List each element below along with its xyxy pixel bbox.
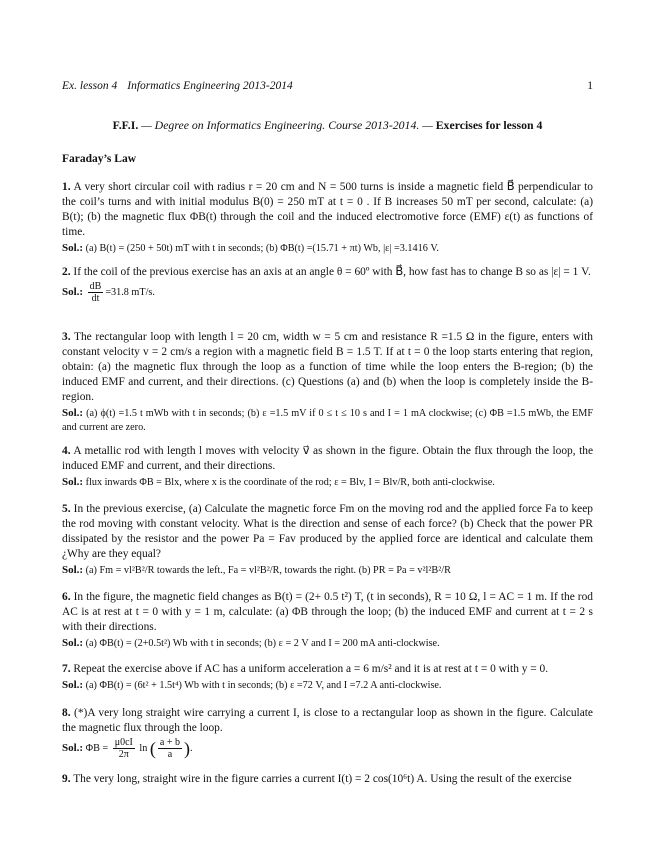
exercise-4	[62, 444, 593, 490]
page-number: 1	[587, 80, 593, 92]
exercise-text: If the coil of the previous exercise has an axis at an angle θ = 60º with B⃗, how fast has to change B so as |ε| = 1 V.	[73, 266, 591, 278]
solution-label: Sol.:	[62, 242, 84, 254]
exercise-7	[62, 662, 593, 693]
solution	[62, 406, 593, 435]
fraction-denominator: 2π	[118, 749, 129, 760]
exercise-text: (*)A very long straight wire carrying a current I, is close to a rectangular loop as shown in the figure. Calculate the magnetic flux through the loop.	[62, 707, 593, 734]
solution-label: Sol.:	[62, 476, 84, 488]
fraction-denominator: dt	[91, 293, 100, 304]
exercise-1	[62, 180, 593, 256]
exercise-text: Repeat the exercise above if AC has a uniform acceleration a = 6 m/s² and it is at rest at t = 0 with y = 0.	[73, 663, 549, 675]
exercise-number: 1.	[62, 181, 71, 193]
solution	[62, 475, 593, 490]
solution	[62, 281, 593, 304]
exercise-text: In the figure, the magnetic field changes as B(t) = (2+ 0.5 t²) T, (t in seconds), R = 10 Ω, l = AC = 1 m. If the rod AC is at rest at t = 0 with y = 1 m, calculate: (a) ΦB through the loop; (b) the induced EMF and current at t = 2 s with their directions.	[62, 591, 593, 633]
solution-label: Sol.:	[62, 407, 84, 419]
exercise-text: A very short circular coil with radius r = 20 cm and N = 500 turns is inside a magnetic field B⃗ perpendicular to the coil’s turns and with initial modulus B(0) = 250 mT at t = 0 . If B increases 50 mT per second, calculate: (a) B(t); (b) the magnetic flux ΦB(t) through the coil and the induced electromotive force (EMF) ε(t) as functions of time.	[62, 181, 593, 238]
exercise-number: 5.	[62, 503, 71, 515]
paren-open: (	[149, 738, 156, 759]
solution-text: (a) Fm = vl²B²/R towards the left., Fa = vl²B²/R, towards the right. (b) PR = Pa = v²l²B²/R	[85, 565, 451, 576]
header-course: Informatics Engineering 2013-2014	[127, 80, 293, 92]
solution-label: Sol.:	[62, 285, 84, 298]
title-middle: — Degree on Informatics Engineering. Course 2013-2014. —	[138, 118, 436, 132]
solution-text: flux inwards ΦB = Blx, where x is the coordinate of the rod; ε = Blv, I = Blv/R, both anti-clockwise.	[85, 477, 495, 488]
exercise-number: 2.	[62, 266, 71, 278]
document-title	[62, 118, 593, 133]
fraction	[113, 737, 135, 760]
paren-close: )	[183, 738, 190, 759]
exercise-6	[62, 590, 593, 651]
header-lesson: Ex. lesson 4	[62, 80, 118, 92]
exercise-9	[62, 772, 593, 787]
exercise-text: In the previous exercise, (a) Calculate the magnetic force Fm on the moving rod and the applied force Fa to keep the rod moving with constant velocity. What is the direction and sense of each force? (b) Check that the power PR dissipated by the resistor and the power Pa = Fav produced by the applied force are identical and calculate them ¿Why are they equal?	[62, 503, 593, 560]
solution-prefix: ΦB =	[85, 742, 109, 754]
solution	[62, 737, 593, 760]
exercise-number: 6.	[62, 591, 71, 603]
solution-text: (a) ΦB(t) = (2+0.5t²) Wb with t in seconds; (b) ε = 2 V and I = 200 mA anti-clockwise.	[85, 638, 440, 649]
log-function: ln	[139, 742, 148, 754]
fraction-denominator: a	[167, 749, 173, 760]
solution	[62, 678, 593, 693]
solution	[62, 636, 593, 651]
solution-text: =31.8 mT/s.	[105, 286, 155, 298]
fraction-numerator: a + b	[159, 737, 180, 748]
exercise-text: A metallic rod with length l moves with velocity v⃗ as shown in the figure. Obtain the flux through the loop, the induced EMF and current, and their directions.	[62, 445, 593, 472]
solution-label: Sol.:	[62, 679, 84, 691]
solution	[62, 563, 593, 578]
section-heading: Faraday’s Law	[62, 153, 137, 165]
fraction-numerator: dB	[89, 281, 102, 292]
exercise-text: The very long, straight wire in the figure carries a current I(t) = 2 cos(10⁶t) A. Using the result of the exercise	[73, 773, 572, 785]
fraction-2	[158, 737, 182, 760]
exercise-number: 8.	[62, 707, 71, 719]
running-header	[62, 80, 593, 92]
exercise-number: 7.	[62, 663, 71, 675]
exercise-number: 4.	[62, 445, 71, 457]
exercise-8	[62, 706, 593, 760]
solution-label: Sol.:	[62, 564, 84, 576]
exercise-3	[62, 330, 593, 435]
title-prefix: F.F.I.	[112, 118, 139, 132]
exercise-number: 3.	[62, 331, 71, 343]
solution-label: Sol.:	[62, 637, 84, 649]
solution-text: (a) B(t) = (250 + 50t) mT with t in seconds; (b) ΦB(t) =(15.71 + πt) Wb, |ε| =3.1416 V.	[85, 243, 439, 254]
exercise-2	[62, 265, 593, 304]
solution-label: Sol.:	[62, 741, 84, 754]
fraction-numerator: μ0cI	[114, 737, 133, 748]
exercise-text: The rectangular loop with length l = 20 cm, width w = 5 cm and resistance R =1.5 Ω in the figure, enters with constant velocity v = 2 cm/s a region with a magnetic field B = 1.5 T. If at t = 0 the loop starts entering that region, obtain: (a) the magnetic flux through the loop as a function of time while the loop enters the B-region; (b) the induced EMF and current, and their directions. (c) Questions (a) and (b) when the loop is completely inside the B-region.	[62, 331, 593, 403]
fraction	[88, 281, 104, 304]
exercise-number: 9.	[62, 773, 71, 785]
solution-text: .	[189, 742, 193, 754]
title-suffix: Exercises for lesson 4	[435, 118, 543, 132]
solution-text: (a) ΦB(t) = (6t² + 1.5t⁴) Wb with t in seconds; (b) ε =72 V, and I =7.2 A anti-clockwise.	[85, 680, 442, 691]
solution-text: (a) ϕ(t) =1.5 t mWb with t in seconds; (b) ε =1.5 mV if 0 ≤ t ≤ 10 s and I = 1 mA clockwise; (c) ΦB =1.5 mWb, the EMF and current are zero.	[62, 408, 593, 433]
solution	[62, 241, 593, 256]
exercise-5	[62, 502, 593, 578]
